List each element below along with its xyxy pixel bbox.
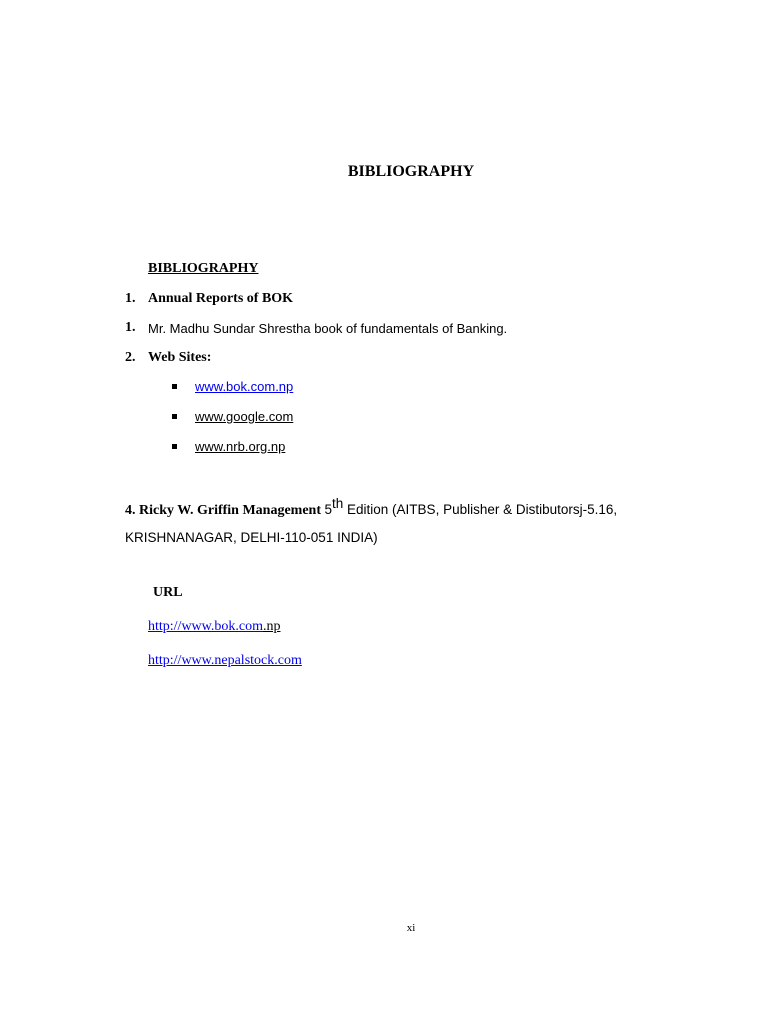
web-site-link-google[interactable]: www.google.com (195, 409, 294, 424)
edition-number: 5 (324, 502, 333, 517)
web-site-link-bok[interactable]: www.bok.com.np (195, 379, 294, 394)
list-item-text: Web Sites: (148, 350, 212, 365)
edition-superscript: th (332, 496, 344, 511)
bullet-icon (172, 444, 177, 449)
reference-author-title: Ricky W. Griffin Management (139, 503, 321, 518)
page-number: xi (406, 922, 416, 934)
section-heading: BIBLIOGRAPHY (148, 261, 259, 276)
list-item-text: Mr. Madhu Sundar Shrestha book of fundamentals of Banking. (148, 321, 508, 336)
bullet-icon (172, 414, 177, 419)
url-link-suffix[interactable]: .np (262, 619, 281, 634)
list-item-number: 2. (125, 350, 136, 365)
url-heading: URL (153, 585, 183, 600)
url-line-nepalstock (148, 653, 302, 669)
bullet-icon (172, 384, 177, 389)
reference-paragraph (125, 496, 675, 552)
page-title: BIBLIOGRAPHY (347, 163, 475, 180)
url-link-bok[interactable]: http://www.bok.com (148, 619, 263, 634)
url-line-bok (148, 619, 280, 635)
reference-publisher: Edition (AITBS, Publisher & Distibutorsj-5.16, (343, 502, 618, 517)
reference-number: 4. (125, 503, 136, 518)
list-item-number: 1. (125, 291, 136, 306)
web-site-link-nrb[interactable]: www.nrb.org.np (195, 439, 286, 454)
url-link-nepalstock[interactable]: http://www.nepalstock.com (148, 653, 302, 668)
list-item-text: Annual Reports of BOK (148, 291, 294, 306)
list-item-number: 1. (125, 320, 136, 335)
reference-address: KRISHNANAGAR, DELHI-110-051 INDIA) (125, 530, 378, 545)
